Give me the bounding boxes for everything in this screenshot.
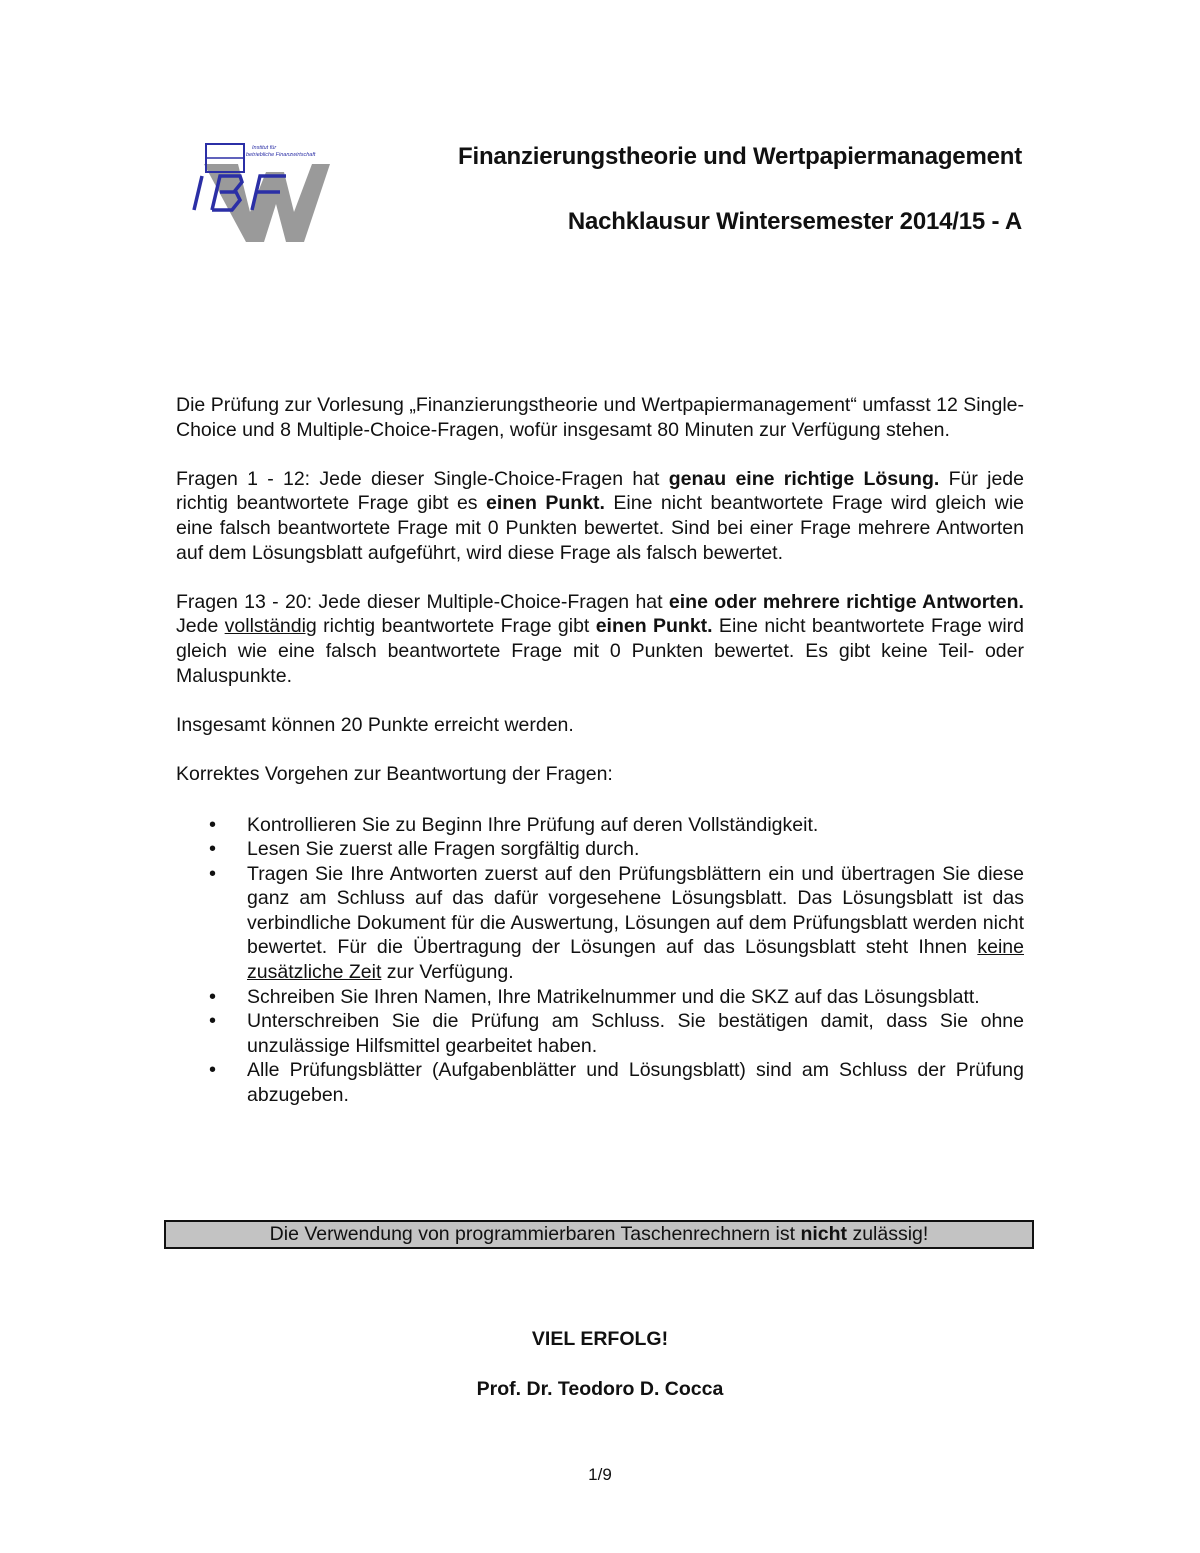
intro-paragraph: Die Prüfung zur Vorlesung „Finanzierungstheorie und Wertpapiermanagement“ umfasst 12 Single-Choice und 8 Multiple-Choice-Fragen, wofür insgesamt 80 Minuten zur Verfügung stehen. bbox=[176, 394, 1024, 441]
single-choice-paragraph bbox=[176, 467, 1024, 565]
sc-text-2: Für jede richtig beantwortete Frage gibt es bbox=[176, 467, 1024, 515]
calculator-notice bbox=[164, 1220, 1034, 1249]
document-title: Finanzierungstheorie und Wertpapiermanagement bbox=[458, 143, 1022, 170]
mc-text-2: Jede bbox=[176, 615, 225, 638]
institute-logo bbox=[180, 142, 330, 248]
rule-3-underline: keine zusätzliche Zeit bbox=[247, 936, 1024, 984]
rule-3-text-a: Tragen Sie Ihre Antworten zuerst auf den Prüfungsblättern ein und übertragen Sie diese ganz am Schluss auf das dafür vorgesehene Lösungsblatt. Das Lösungsblatt ist das verbindliche Dokument für die Auswertung, Lösungen auf dem Prüfungsblatt werden nicht bewertet. Für die Übertragung der Lösungen auf das Lösungsblatt steht Ihnen bbox=[247, 862, 1024, 959]
sc-bold-1: genau eine richtige Lösung. bbox=[668, 467, 940, 490]
list-item: • Unterschreiben Sie die Prüfung am Schluss. Sie bestätigen damit, dass Sie ohne unzulässige Hilfsmittel gearbeitet haben. bbox=[176, 1009, 1024, 1058]
mc-underline-1: vollständig bbox=[224, 615, 317, 638]
list-item bbox=[176, 862, 1024, 985]
notice-text-2: zulässig! bbox=[847, 1223, 929, 1245]
rule-3-text-b: zur Verfügung. bbox=[381, 961, 514, 984]
mc-bold-2: einen Punkt. bbox=[595, 615, 713, 638]
mc-bold-1: eine oder mehrere richtige Antworten. bbox=[668, 590, 1024, 613]
good-luck-text: VIEL ERFOLG! bbox=[531, 1328, 669, 1350]
exam-instructions bbox=[176, 393, 1024, 1108]
sc-text-1: Fragen 1 - 12: Jede dieser Single-Choice-Fragen hat bbox=[176, 467, 669, 490]
page-number: 1/9 bbox=[588, 1465, 612, 1484]
procedure-heading: Korrektes Vorgehen zur Beantwortung der Fragen: bbox=[176, 762, 613, 785]
logo-small-text-2: betriebliche Finanzwirtschaft bbox=[246, 152, 316, 158]
sc-text-3: Eine nicht beantwortete Frage wird gleich wie eine falsch beantwortete Frage mit 0 Punkten bewertet. Sind bei einer Frage mehrere Antworten auf dem Lösungsblatt aufgeführt, wird diese Frage als falsch bewertet. bbox=[176, 492, 1024, 564]
list-item: • Alle Prüfungsblätter (Aufgabenblätter und Lösungsblatt) sind am Schluss der Prüfung abzugeben. bbox=[176, 1058, 1024, 1107]
mc-text-1: Fragen 13 - 20: Jede dieser Multiple-Choice-Fragen hat bbox=[176, 590, 669, 613]
notice-bold: nicht bbox=[800, 1223, 848, 1245]
procedure-list bbox=[176, 813, 1024, 1108]
professor-signature: Prof. Dr. Teodoro D. Cocca bbox=[476, 1378, 724, 1400]
exam-subtitle: Nachklausur Wintersemester 2014/15 - A bbox=[567, 208, 1022, 235]
notice-text-1: Die Verwendung von programmierbaren Taschenrechnern ist bbox=[269, 1223, 801, 1245]
mc-text-4: Eine nicht beantwortete Frage wird gleich wie eine falsch beantwortete Frage mit 0 Punkten bewertet. Es gibt keine Teil- oder Maluspunkte. bbox=[176, 615, 1025, 687]
list-item: • Kontrollieren Sie zu Beginn Ihre Prüfung auf deren Vollständigkeit. bbox=[176, 813, 1024, 838]
total-points-paragraph: Insgesamt können 20 Punkte erreicht werden. bbox=[176, 713, 574, 736]
multiple-choice-paragraph bbox=[176, 590, 1024, 688]
list-item: • Lesen Sie zuerst alle Fragen sorgfältig durch. bbox=[176, 837, 1024, 862]
sc-bold-2: einen Punkt. bbox=[486, 492, 605, 515]
logo-small-text-1: Institut für bbox=[252, 145, 277, 151]
mc-text-3: richtig beantwortete Frage gibt bbox=[316, 615, 596, 638]
list-item: • Schreiben Sie Ihren Namen, Ihre Matrikelnummer und die SKZ auf das Lösungsblatt. bbox=[176, 985, 1024, 1010]
